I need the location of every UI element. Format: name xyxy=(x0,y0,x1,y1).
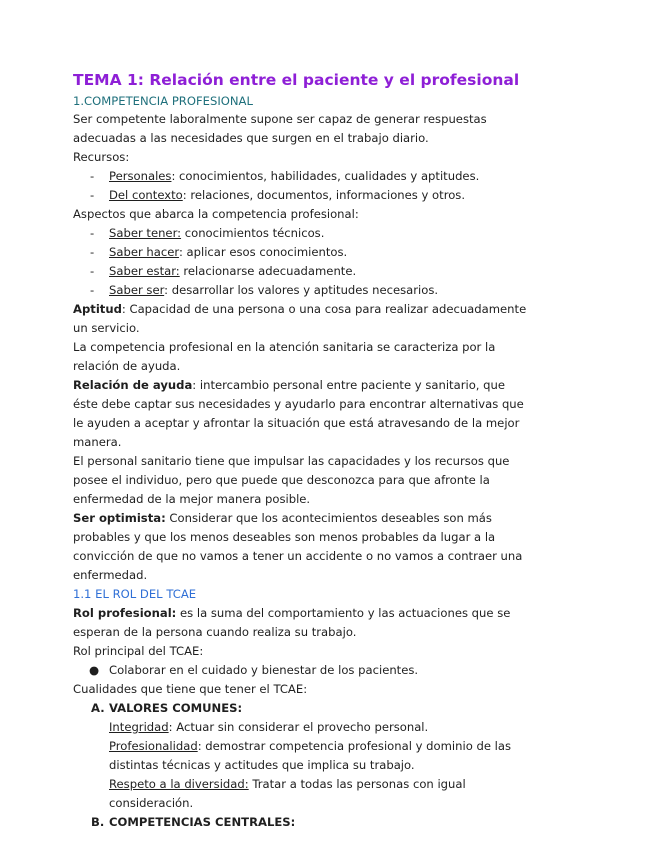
group-a-marker: A. xyxy=(91,701,105,715)
group-b-marker: B. xyxy=(91,815,105,829)
dash-marker: - xyxy=(90,188,95,202)
section-heading-competencia: 1.COMPETENCIA PROFESIONAL xyxy=(73,94,253,108)
aspect-text: relacionarse adecuadamente. xyxy=(179,264,357,278)
list-item-principal xyxy=(73,661,533,680)
resource-term: Personales xyxy=(109,169,172,183)
group-a-text: Tratar a todas las personas con igual consideración. xyxy=(109,777,466,810)
paragraph-aptitud xyxy=(73,300,533,338)
group-b-title: COMPETENCIAS CENTRALES: xyxy=(109,815,296,829)
document-page xyxy=(73,70,533,832)
aspects-label: Aspectos que abarca la competencia profesional: xyxy=(73,207,359,221)
aptitud-term: Aptitud xyxy=(73,302,122,316)
aspect-term: Saber ser xyxy=(109,283,165,297)
group-a-text: : demostrar competencia profesional y dominio de las distintas técnicas y actitudes que implica su trabajo. xyxy=(109,739,512,772)
group-a-term: Profesionalidad xyxy=(109,739,198,753)
aspect-text: : desarrollar los valores y aptitudes necesarios. xyxy=(164,283,439,297)
list-item-aspect xyxy=(73,224,533,243)
principal-label: Rol principal del TCAE: xyxy=(73,644,204,658)
resource-text: : conocimientos, habilidades, cualidades y aptitudes. xyxy=(171,169,480,183)
paragraph-optimista xyxy=(73,509,533,585)
list-item-resource xyxy=(73,167,533,186)
aspect-term: Saber hacer xyxy=(109,245,179,259)
relacion-term: Relación de ayuda xyxy=(73,378,193,392)
aspect-text: conocimientos técnicos. xyxy=(181,226,325,240)
optimista-term: Ser optimista: xyxy=(73,511,166,525)
dash-marker: - xyxy=(90,283,95,297)
aptitud-text: : Capacidad de una persona o una cosa para realizar adecuadamente un servicio. xyxy=(73,302,527,335)
dash-marker: - xyxy=(90,169,95,183)
rol-term: Rol profesional: xyxy=(73,606,177,620)
group-a-item xyxy=(73,775,533,813)
group-a-heading xyxy=(73,699,533,718)
list-item-resource xyxy=(73,186,533,205)
resource-text: : relaciones, documentos, informaciones y otros. xyxy=(182,188,466,202)
group-a-item xyxy=(73,737,533,775)
paragraph-impulsar: El personal sanitario tiene que impulsar las capacidades y los recursos que posee el individuo, pero que puede que desconozca para que afronte la enfermedad de la mejor manera posible. xyxy=(73,454,510,506)
aspect-term: Saber estar: xyxy=(109,264,180,278)
dash-marker: - xyxy=(90,245,95,259)
bullet-marker: ● xyxy=(89,663,100,677)
list-item-aspect xyxy=(73,262,533,281)
group-b-heading xyxy=(73,813,533,832)
optimista-text: Considerar que los acontecimientos deseables son más probables y que los menos deseables son menos probables da lugar a la convicción de que no vamos a tener un accidente o no vamos a contraer una enfermedad. xyxy=(73,511,523,582)
relacion-text: : intercambio personal entre paciente y sanitario, que éste debe captar sus necesidades y ayudarlo para encontrar alternativas que le ayuden a aceptar y afrontar la situación que está atravesando de la mejor manera. xyxy=(73,378,524,449)
group-a-text: : Actuar sin considerar el provecho personal. xyxy=(168,720,429,734)
resource-term: Del contexto xyxy=(109,188,183,202)
dash-marker: - xyxy=(90,264,95,278)
dash-marker: - xyxy=(90,226,95,240)
group-a-term: Integridad xyxy=(109,720,169,734)
group-a-item xyxy=(73,718,533,737)
paragraph-relacion xyxy=(73,376,533,452)
group-a-title: VALORES COMUNES: xyxy=(109,701,243,715)
rol-text: es la suma del comportamiento y las actuaciones que se esperan de la persona cuando realiza su trabajo. xyxy=(73,606,511,639)
aspect-term: Saber tener: xyxy=(109,226,182,240)
paragraph-rol xyxy=(73,604,533,642)
group-a-term: Respeto a la diversidad: xyxy=(109,777,249,791)
document-title: TEMA 1: Relación entre el paciente y el profesional xyxy=(73,71,520,89)
principal-text: Colaborar en el cuidado y bienestar de los pacientes. xyxy=(109,663,419,677)
list-item-aspect xyxy=(73,281,533,300)
paragraph-characterized: La competencia profesional en la atención sanitaria se caracteriza por la relación de ayuda. xyxy=(73,340,496,373)
aspect-text: : aplicar esos conocimientos. xyxy=(178,245,348,259)
section-heading-rol: 1.1 EL ROL DEL TCAE xyxy=(73,587,197,601)
paragraph-intro: Ser competente laboralmente supone ser capaz de generar respuestas adecuadas a las necesidades que surgen en el trabajo diario. xyxy=(73,112,487,145)
qualities-label: Cualidades que tiene que tener el TCAE: xyxy=(73,682,308,696)
resources-label: Recursos: xyxy=(73,150,130,164)
list-item-aspect xyxy=(73,243,533,262)
